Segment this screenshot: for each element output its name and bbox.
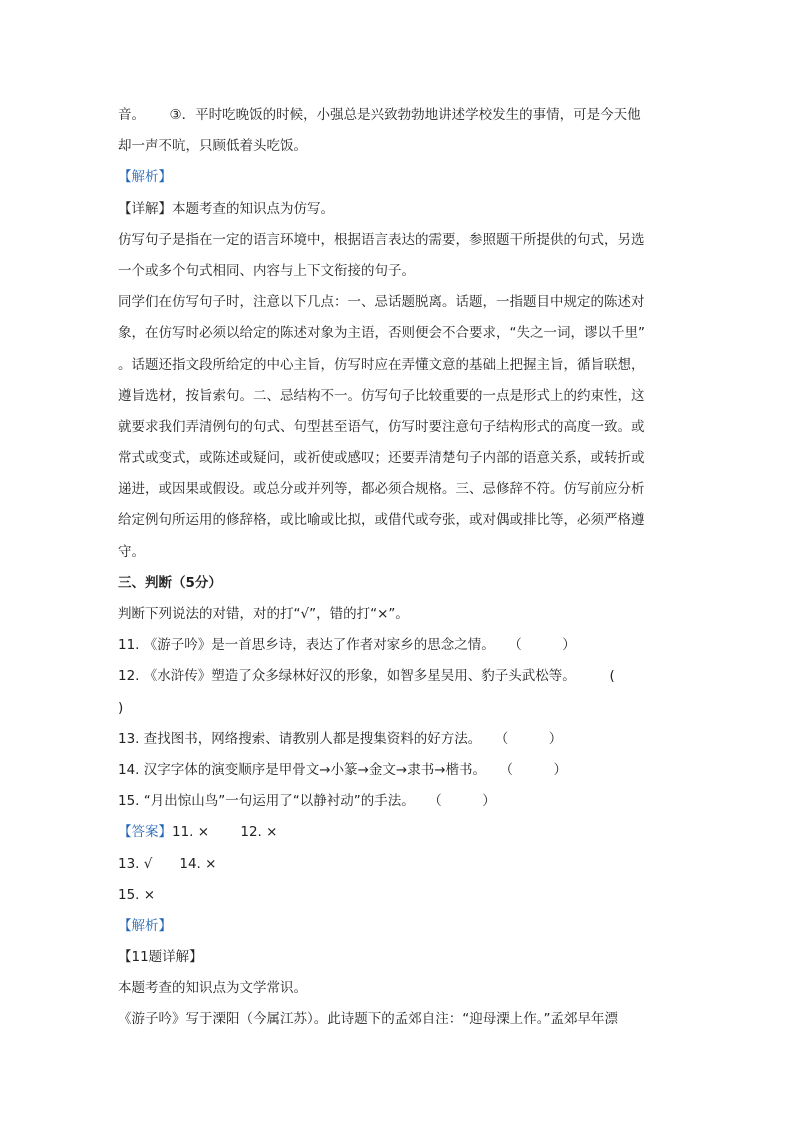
answer-line: [118, 880, 678, 911]
line-text: 本题考查的知识点为仿写。: [172, 200, 334, 217]
line-text: 递进，或因果或假设。或总分或并列等，都必须合规格。三、忌修辞不符。仿写前应分析: [118, 481, 645, 498]
question-11: [118, 630, 678, 661]
line-text: 常式或变式，或陈述或疑问，或祈使或感叹；还要弄清楚句子内部的语意关系，或转折或: [118, 450, 645, 467]
line-text: 本题考查的知识点为文学常识。: [118, 980, 307, 997]
label-text: 【解析】: [118, 917, 172, 934]
detail-label: 【详解】: [118, 200, 172, 217]
question-14: [118, 755, 678, 786]
analysis-label: [118, 162, 678, 193]
line-text: 同学们在仿写句子时，注意以下几点：一、忌话题脱离。话题，一指题目中规定的陈述对: [118, 294, 645, 311]
text-line: [118, 131, 678, 162]
text-line: [118, 973, 678, 1004]
line-text: 13. 查找图书，网络搜索、请教别人都是搜集资料的好方法。 （ ）: [118, 730, 563, 747]
line-text: 【11题详解】: [118, 949, 203, 966]
line-text: 判断下列说法的对错，对的打“√”，错的打“×”。: [118, 606, 409, 622]
line-text: 仿写句子是指在一定的语言环境中，根据语言表达的需要，参照题干所提供的句式，另选: [118, 231, 645, 248]
line-text: 13. √ 14. ×: [118, 855, 217, 872]
line-text: 就要求我们弄清例句的句式、句型甚至语气，仿写时要注意句子结构形式的高度一致。或: [118, 418, 645, 435]
text-line: [118, 350, 678, 381]
text-line: [118, 474, 678, 505]
line-text: 。话题还指文段所给定的中心主旨，仿写时应在弄懂文意的基础上把握主旨，循旨联想，: [118, 356, 645, 373]
text-line: [118, 443, 678, 474]
line-text: 11. 《游子吟》是一首思乡诗，表达了作者对家乡的思念之情。 （ ）: [118, 637, 576, 654]
line-text: 给定例句所运用的修辞格，或比喻或比拟，或借代或夸张，或对偶或排比等，必须严格遵: [118, 512, 645, 529]
question-12-cont: [118, 693, 678, 724]
detail-heading: [118, 942, 678, 973]
line-text: 音。 ③．平时吃晚饭的时候，小强总是兴致勃勃地讲述学校发生的事情，可是今天他: [118, 107, 641, 123]
line-text: 遵旨选材，按旨索句。二、忌结构不一。仿写句子比较重要的一点是形式上的约束性，这: [118, 387, 645, 404]
line-text: 守。: [118, 543, 145, 560]
question-15: [118, 786, 678, 817]
line-text: 12. 《水浒传》塑造了众多绿林好汉的形象，如智多星吴用、豹子头武松等。 (: [118, 668, 615, 685]
text-line: [118, 256, 678, 287]
line-text: 11. × 12. ×: [172, 824, 278, 841]
section-heading: [118, 568, 678, 599]
answer-label: 【答案】: [118, 824, 172, 841]
text-line: [118, 537, 678, 568]
text-line: [118, 100, 678, 131]
text-line: [118, 287, 678, 318]
line-text: 14. 汉字字体的演变顺序是甲骨文→小篆→金文→隶书→楷书。 （ ）: [118, 761, 568, 778]
heading-text: 三、判断（5分）: [118, 574, 222, 591]
line-text: 15. ×: [118, 886, 156, 903]
line-text: ): [118, 699, 124, 716]
line-text: 一个或多个句式相同、内容与上下文衔接的句子。: [118, 262, 415, 279]
line-text: 15. “月出惊山鸟”一句运用了“以静衬动”的手法。 （ ）: [118, 793, 496, 810]
instruction-line: [118, 599, 678, 630]
text-line: [118, 412, 678, 443]
label-text: 【解析】: [118, 169, 172, 186]
question-13: [118, 724, 678, 755]
text-line: [118, 381, 678, 412]
answer-line: [118, 849, 678, 880]
line-text: 《游子吟》写于溧阳（今属江苏）。此诗题下的孟郊自注：“迎母溧上作。”孟郊早年漂: [118, 1011, 618, 1028]
question-12: [118, 661, 678, 692]
text-line: [118, 225, 678, 256]
answer-line: [118, 817, 678, 848]
text-line: [118, 505, 678, 536]
line-text: 象，在仿写时必须以给定的陈述对象为主语，否则便会不合要求，“失之一词，谬以千里”: [118, 325, 645, 342]
line-text: 却一声不吭，只顾低着头吃饭。: [118, 138, 307, 155]
analysis-label: [118, 911, 678, 942]
text-line: [118, 318, 678, 349]
detail-line: [118, 194, 678, 225]
document-page: [118, 100, 678, 1036]
text-line: [118, 1004, 678, 1035]
